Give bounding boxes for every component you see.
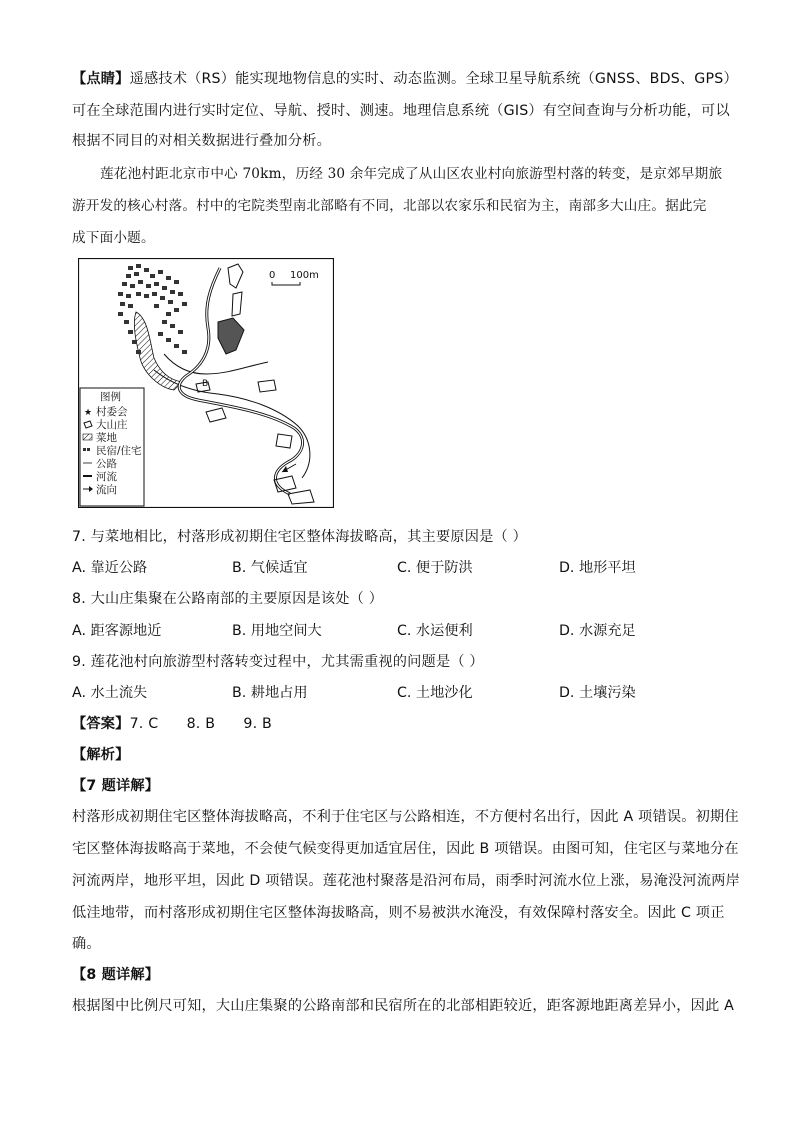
option-d: D. 地形平坦 [559, 560, 636, 576]
village-map [78, 258, 334, 508]
estate-2 [258, 380, 276, 392]
question-8-stem: 8. 大山庄集聚在公路南部的主要原因是该处（ ） [72, 591, 384, 607]
scale-zero: 0 [269, 270, 276, 281]
option-c: C. 土地沙化 [397, 685, 473, 701]
option-a: A. 距客源地近 [72, 623, 162, 639]
analysis-tag: 【解析】 [72, 747, 130, 763]
detail-7-line-4: 低洼地带，而村落形成初期住宅区整体海拔略高，则不易被洪水淹没，有效保障村落安全。因此 C 项正 [72, 905, 725, 921]
question-9-stem: 9. 莲花池村向旅游型村落转变过程中，尤其需重视的问题是（ ） [72, 654, 484, 670]
hatch-symbol-icon [83, 434, 92, 440]
answer-text: 7. C 8. B 9. B [129, 716, 272, 732]
intro-line-1 [72, 68, 738, 88]
intro-line-3: 根据不同目的对相关数据进行叠加分析。 [72, 133, 331, 149]
legend-item-label: 河流 [96, 471, 117, 483]
option-b: B. 耕地占用 [232, 685, 308, 701]
detail-7-tag: 【7 题详解】 [72, 778, 160, 794]
option-b: B. 气候适宜 [232, 560, 308, 576]
answer-tag: 【答案】 [72, 716, 130, 732]
legend-item-label: 大山庄 [96, 419, 128, 431]
estate-6 [288, 490, 314, 504]
detail-7-line-2: 宅区整体海拔略高于菜地，不会使气候变得更加适宜居住，因此 B 项错误。由图可知，住宅区与菜地分在 [72, 841, 739, 857]
option-c: C. 水运便利 [397, 623, 473, 639]
legend-item-label: 民宿/住宅 [96, 445, 142, 457]
residential-cluster [118, 264, 187, 354]
legend-title: 图例 [100, 391, 121, 403]
intro-text-1: 遥感技术（RS）能实现地物信息的实时、动态监测。全球卫星导航系统（GNSS、BDS、GPS） [129, 71, 738, 87]
patch-north-2 [232, 292, 242, 316]
map-legend [80, 388, 144, 506]
option-d: D. 水源充足 [559, 623, 636, 639]
option-c: C. 便于防洪 [397, 560, 473, 576]
legend-item-label: 菜地 [96, 432, 117, 444]
intro-tag: 【点睛】 [72, 71, 130, 87]
option-d: D. 土壤污染 [559, 685, 636, 701]
question-7-options [72, 557, 732, 577]
passage-line-2: 游开发的核心村落。村中的宅院类型南北部略有不同，北部以农家乐和民宿为主，南部多大山庄。据此完 [72, 198, 707, 214]
detail-8-line-1: 根据图中比例尺可知，大山庄集聚的公路南部和民宿所在的北部相距较近，距客源地距离差异小，因此 A [72, 998, 735, 1014]
legend-item-label: 公路 [96, 458, 117, 470]
passage-line-1: 莲花池村距北京市中心 70km，历经 30 余年完成了从山区农业村向旅游型村落的转变，是京郊早期旅 [100, 166, 723, 182]
passage-line-3: 成下面小题。 [72, 230, 155, 246]
patch-north [228, 264, 243, 288]
scale-bar [269, 270, 319, 285]
legend-item-label: 流向 [96, 484, 117, 496]
road-east [164, 354, 268, 374]
option-a: A. 水土流失 [72, 685, 148, 701]
option-b: B. 用地空间大 [232, 623, 322, 639]
question-8-options [72, 620, 732, 640]
option-a: A. 靠近公路 [72, 560, 148, 576]
detail-7-line-3: 河流两岸，地形平坦，因此 D 项错误。莲花池村聚落是沿河布局，雨季时河流水位上涨，易淹没河流两岸 [72, 873, 740, 889]
detail-7-line-1: 村落形成初期住宅区整体海拔略高，不利于住宅区与公路相连，不方便村名出行，因此 A 项错误。初期住 [72, 809, 739, 825]
road-marker: B [202, 379, 209, 389]
question-9-options [72, 682, 732, 702]
vegetable-field [134, 312, 182, 390]
estate-4 [276, 434, 292, 448]
svg-text:★: ★ [84, 408, 93, 418]
legend-item-label: 村委会 [96, 406, 128, 418]
question-7-stem: 7. 与菜地相比，村落形成初期住宅区整体海拔略高，其主要原因是（ ） [72, 529, 527, 545]
intro-line-2: 可在全球范围内进行实时定位、导航、授时、测速。地理信息系统（GIS）有空间查询与分析功能，可以 [72, 103, 730, 119]
detail-8-tag: 【8 题详解】 [72, 967, 160, 983]
estate-3 [206, 408, 226, 422]
answer-line [72, 713, 272, 733]
detail-7-line-5: 确。 [72, 936, 101, 952]
compound-east [218, 318, 244, 354]
scale-label: 100m [290, 270, 319, 281]
